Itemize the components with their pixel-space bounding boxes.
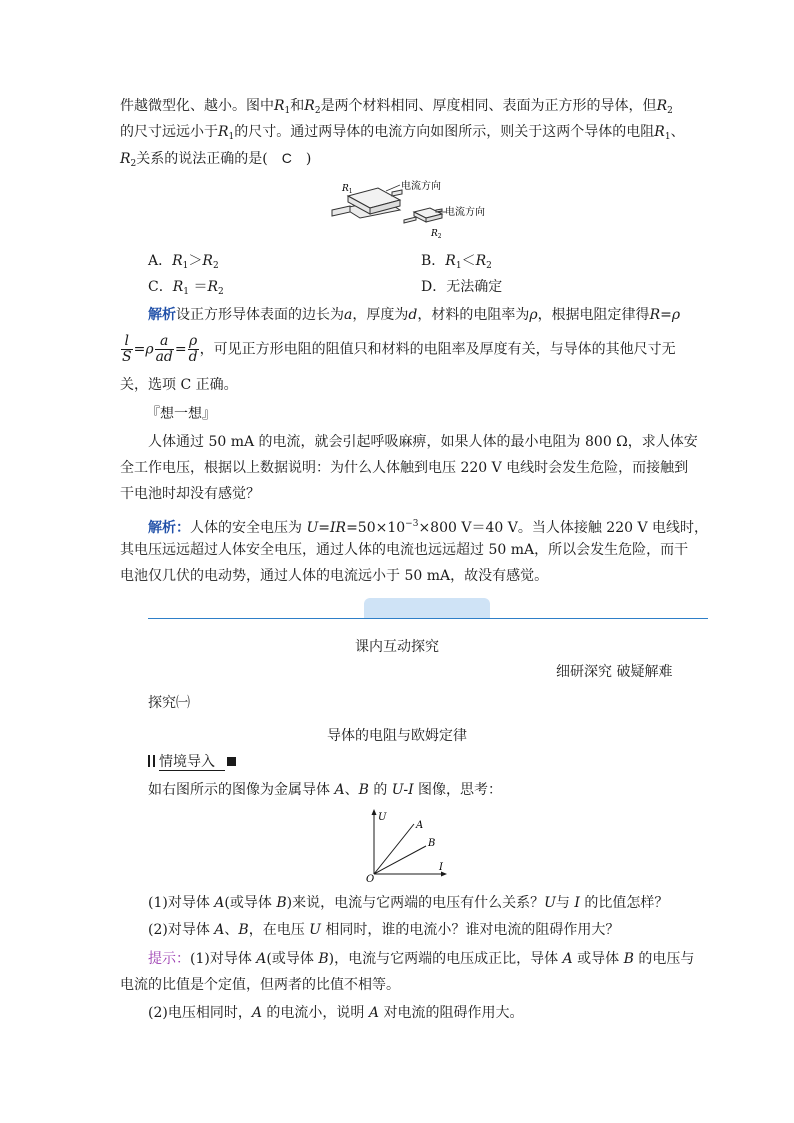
hint-line-3: (2)电压相同时，A 的电流小，说明 A 对电流的阻碍作用大。	[148, 1005, 524, 1021]
line-b	[374, 846, 426, 874]
ui-graph	[364, 806, 454, 884]
line-a	[374, 824, 414, 874]
fraction-l-over-s: $\frac{l}{S}$	[122, 333, 132, 365]
think-answer-2: 其电压远远超过人体安全电压，通过人体的电流也远远超过 50 mA，所以会发生危险，而干	[120, 542, 689, 558]
think-title: 『想一想』	[146, 406, 216, 422]
think-line-2: 全工作电压，根据以上数据说明：为什么人体触到电压 220 V 电线时会发生危险，而接触到	[120, 460, 689, 476]
conductor-r2	[404, 208, 442, 223]
question-2: (2)对导体 A、B，在电压 U 相同时，谁的电流小？谁对电流的阻碍作用大？	[148, 922, 620, 938]
solution-line-3: 关，选项 C 正确。	[120, 377, 238, 393]
think-answer-1: 解析：人体的安全电压为 $U=IR=50\times 10^{-3}\times 800$ V＝40 V。当人体接触 220 V 电线时，	[148, 519, 709, 536]
section-banner	[364, 598, 490, 618]
topic-title: 导体的电阻与欧姆定律	[327, 728, 467, 744]
think-answer-3: 电池仅几伏的电动势，通过人体的电流远小于 50 mA，故没有感觉。	[120, 568, 549, 584]
problem-line-3: $R_2$关系的说法正确的是( C )	[120, 150, 312, 169]
origin-label: O	[366, 874, 375, 884]
hint-tag: 提示：	[148, 951, 190, 967]
solution-tag: 解析	[148, 307, 176, 323]
think-line-3: 干电池时却没有感觉？	[120, 486, 260, 502]
solution-line-2: $\frac{l}{S}$ =ρ $\frac{a}{ad}$ = $\frac{\rho}{d}$ ，可见正方形电阻的阻值只和材料的电阻率及厚度有关，与导体的其他尺寸无	[122, 333, 676, 365]
option-b: B．$R_1<R_2$	[421, 253, 492, 271]
think-answer-tag: 解析：	[148, 520, 190, 536]
scene-bars-icon	[148, 755, 150, 767]
section-rule	[148, 618, 708, 619]
hint-line-1: 提示：(1)对导体 A(或导体 B)，电流与它两端的电压成正比，导体 A 或导体 B 的电压与	[148, 951, 695, 967]
current-direction-label-2: 电流方向	[445, 207, 485, 218]
scene-label: 情境导入	[159, 754, 225, 771]
r2-label: $R_2$	[431, 229, 442, 240]
line-a-label: A	[416, 820, 424, 831]
scene-text: 如右图所示的图像为金属导体 A、B 的 U-I 图像，思考：	[148, 782, 503, 798]
section-subtitle: 细研深究 破疑解难	[556, 664, 673, 680]
question-1: (1)对导体 A(或导体 B)来说，电流与它两端的电压有什么关系？U与 I 的比值怎样？	[148, 895, 669, 911]
fraction-a-over-ad: $\frac{a}{ad}$	[155, 333, 173, 365]
section-title: 课内互动探究	[355, 639, 439, 655]
option-a: A．$R_1>R_2$	[148, 253, 219, 271]
hint-line-2: 电流的比值是个定值，但两者的比值不相等。	[120, 977, 400, 993]
current-direction-label-1: 电流方向	[401, 181, 441, 192]
option-c: C．$R_1 =R_2$	[148, 279, 224, 297]
think-line-1: 人体通过 50 mA 的电流，就会引起呼吸麻痹，如果人体的最小电阻为 800 Ω，求人体安	[148, 434, 698, 450]
scene-heading	[148, 752, 236, 772]
conductor-figure	[330, 176, 500, 242]
explore-label: 探究㈠	[148, 695, 190, 711]
u-axis-label: U	[378, 812, 387, 823]
solution-line-1: 解析设正方形导体表面的边长为a，厚度为d，材料的电阻率为ρ，根据电阻定律得R=ρ	[148, 307, 681, 323]
scene-square-icon	[227, 757, 236, 766]
fraction-rho-over-d: $\frac{\rho}{d}$	[188, 333, 198, 365]
problem-line-2: 的尺寸远远小于$R_1$的尺寸。通过两导体的电流方向如图所示，则关于这两个导体的电阻$R_1$、	[120, 124, 685, 142]
i-axis-label: I	[439, 862, 443, 873]
problem-line-1: 件越微型化、越小。图中$R_1$和$R_2$是两个材料相同、厚度相同、表面为正方形的导体，但$R_2$	[120, 98, 673, 116]
u-axis-arrow	[372, 809, 377, 815]
option-d: D．无法确定	[421, 279, 503, 295]
line-b-label: B	[428, 838, 436, 849]
answer-letter: C	[281, 150, 292, 166]
r1-label: $R_1$	[342, 184, 353, 195]
